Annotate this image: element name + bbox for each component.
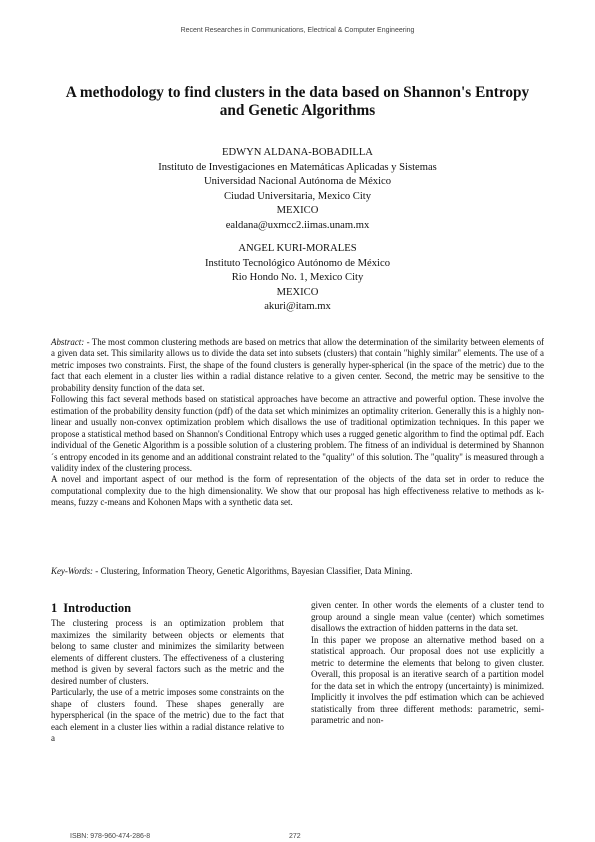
right-column: [311, 600, 544, 727]
intro-paragraph-1: The clustering process is an optimization problem that maximizes the similarity between objects or elements that belong to same cluster and minimizes the similarity between elements of different clusters. The effectiveness of a clustering method is given by several factors such as the metric and the desired number of clusters.: [51, 618, 284, 686]
author-email: ealdana@uxmcc2.iimas.unam.mx: [225, 219, 370, 231]
left-column: [51, 600, 284, 745]
page-number: 272: [289, 833, 301, 840]
section-number: 1: [51, 601, 58, 615]
abstract-paragraph-1: [51, 337, 544, 394]
abstract-label: Abstract:: [51, 337, 85, 347]
author-address: Rio Hondo No. 1, Mexico City: [231, 272, 364, 284]
section-title: Introduction: [63, 601, 132, 615]
intro-paragraph-4: In this paper we propose an alternative method based on a statistical approach. Our proposal does not use explicitly a metric to determine the elements that belong to given cluster. Overall, this proposal is an iterative search of a partition model for the data set in which the entropy (uncertainty) is minimized. Implicitly it involves the pdf estimation which can be achieved statistically from three different methods: parametric, semi-parametric and non-: [311, 634, 544, 726]
abstract-paragraph-3: A novel and important aspect of our method is the form of representation of the objects of the data set in order to reduce the computational complexity due to the high dimensionality. We show that our proposal has high effectiveness relative to methods as k-means, fuzzy c-means and Kohonen Maps with a synthetic data set.: [51, 474, 544, 508]
keywords-text: - Clustering, Information Theory, Genetic Algorithms, Bayesian Classifier, Data Mining.: [95, 566, 413, 576]
footer-isbn: ISBN: 978-960-474-286-8: [70, 833, 151, 840]
author-country: MEXICO: [276, 286, 319, 298]
author-affiliation: Instituto de Investigaciones en Matemáticas Aplicadas y Sistemas: [158, 161, 437, 173]
title-line-1: A methodology to find clusters in the data based on Shannon's Entropy: [65, 84, 530, 101]
abstract: [51, 337, 544, 509]
running-head: Recent Researches in Communications, Electrical & Computer Engineering: [180, 27, 415, 34]
author-block-1: [70, 146, 525, 234]
section-heading: [51, 600, 284, 616]
author-country: MEXICO: [276, 205, 319, 217]
paper-title: [45, 84, 550, 120]
author-block-2: [70, 242, 525, 315]
intro-paragraph-2: Particularly, the use of a metric imposes some constraints on the shape of clusters found. These shapes generally are hyperspherical (in the space of the metric) due to the fact that each element in a cluster lies within a radial distance relative to a: [51, 687, 284, 744]
author-name: EDWYN ALDANA-BOBADILLA: [222, 147, 373, 158]
author-email: akuri@itam.mx: [264, 301, 331, 313]
author-institution: Universidad Nacional Autónoma de México: [203, 176, 392, 188]
author-affiliation: Instituto Tecnológico Autónomo de México: [204, 257, 391, 269]
abstract-text-1: - The most common clustering methods are based on metrics that allow the determination of the similarity between elements of a given data set. This similarity allows us to divide the data set into subsets (clusters) that contain "highly similar" elements. The use of a metric imposes two constraints. First, the shape of the found clusters is generally hyper-spherical (in the space of the metric) due to the fact that each element in a cluster lies within a radial distance relative to a given center. Second, the metric may be sensitive to the probability density function of the data set.: [51, 337, 545, 393]
keywords-label: Key-Words:: [51, 566, 94, 576]
title-line-2: and Genetic Algorithms: [219, 102, 376, 119]
abstract-paragraph-2: Following this fact several methods based on statistical approaches have become an attractive and powerful option. These involve the estimation of the probability density function (pdf) of the data set which minimizes an optimality criterion. Generally this is a highly non-linear and usually non-convex optimization problem which disallows the use of traditional optimization techniques. In this paper we propose a statistical method based on Shannon's Conditional Entropy which uses a rugged genetic algorithm to find the optimal pdf. Each individual of the Genetic Algorithm is a possible solution of a clustering problem. The fitness of an individual is determined by Shannon´s entropy encoded in its genome and an additional constraint related to the "quality" of this solution. The "quality" is measured through a validity index of the clustering process.: [51, 394, 544, 473]
keywords: [51, 566, 544, 577]
author-name: ANGEL KURI-MORALES: [238, 243, 357, 254]
author-address: Ciudad Universitaria, Mexico City: [223, 190, 372, 202]
intro-paragraph-3: given center. In other words the elements of a cluster tend to group around a single mean value (center) which sometimes disallows the extraction of hidden patterns in the data set.: [311, 600, 544, 634]
